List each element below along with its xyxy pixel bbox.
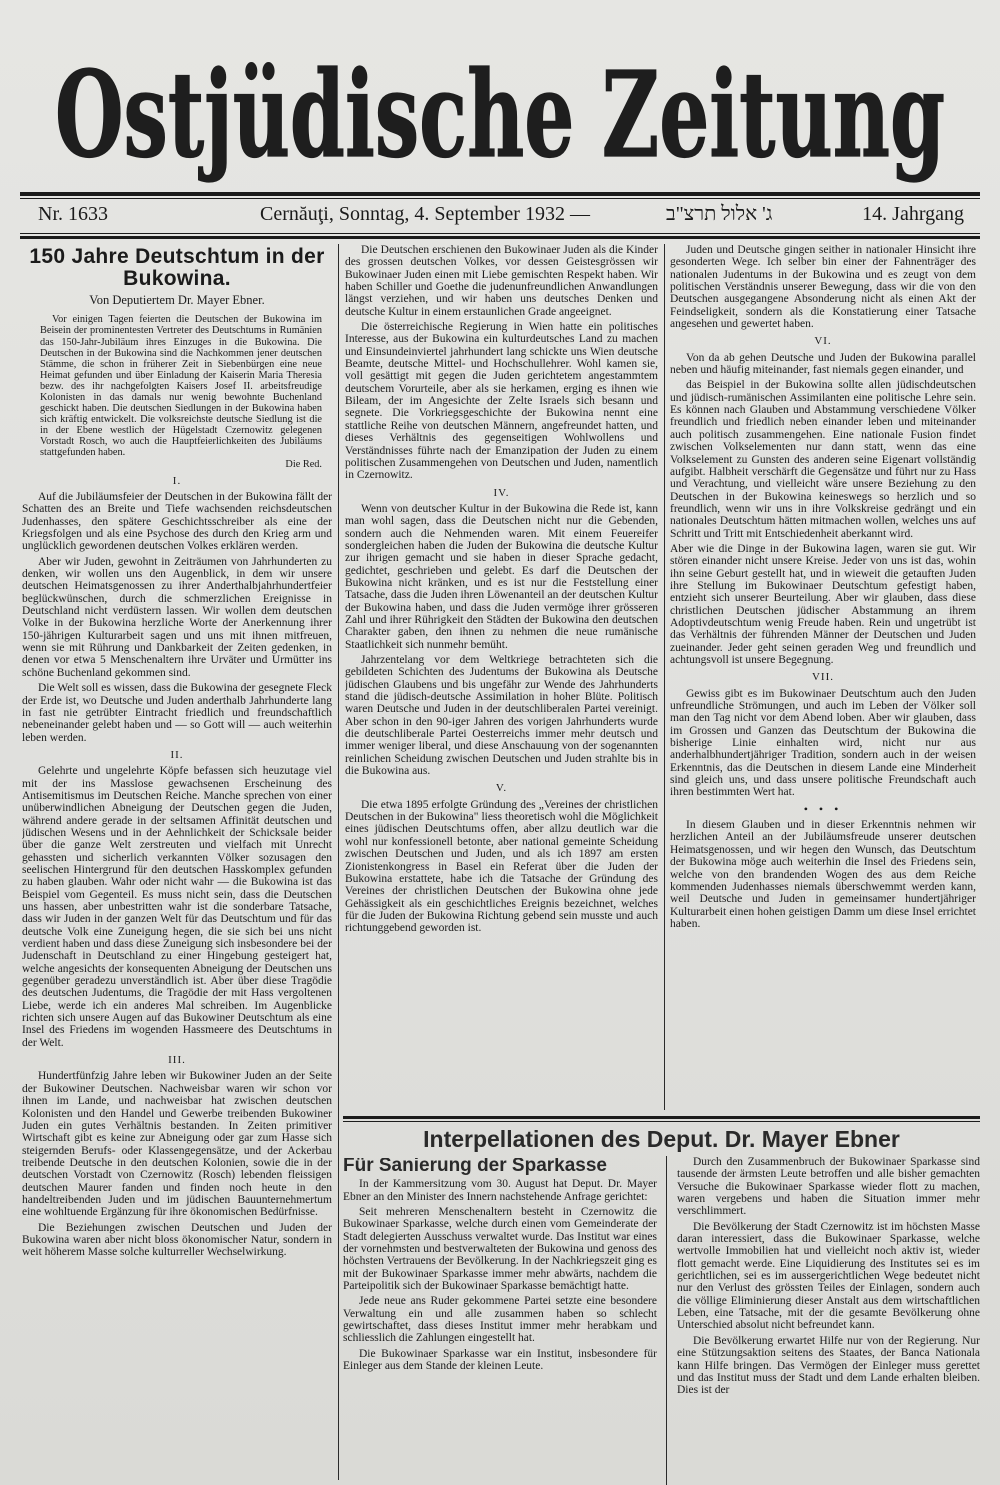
box-rule-thin [343, 1121, 980, 1122]
interpellation-article [343, 1116, 980, 1485]
box-rule [343, 1116, 980, 1119]
interpellation-title: Interpellationen des Deput. Dr. Mayer Ebner [423, 1126, 900, 1152]
masthead [0, 28, 1000, 188]
paragraph: Die Bevölkerung erwartet Hilfe nur von der Regierung. Nur eine Stützungsaktion seitens des Staates, der Banca Nationala kann Hilfe bringen. Das Vermögen der Einleger muss gerettet und das Institut muss der Stadt und dem Lande erhalten bleiben. Dies ist der [677, 1334, 980, 1397]
paragraph: Die Bevölkerung der Stadt Czernowitz ist im höchsten Masse daran interessiert, dass die Bukowinaer Sparkasse, welche wertvolle Immobilien hat und vielleicht noch aktiv ist, wieder flott gemacht werde. Eine Liquidierung des Institutes sei es im gerichtlichen, sei es im aussergerichtlichen Wege bedeutet nicht nur den Verlust des grössten Teiles der Einlagen, sondern auch die völlige Eliminierung dieser Anstalt aus dem wirtschaftlichen Leben, eine Tatsache, mit der die gesamte Bevölkerung ohne Unterschied absolut nicht befreundet kann. [677, 1220, 980, 1332]
masthead-title-text: Ostjüdische Zeitung [55, 45, 945, 184]
interpellation-column-2 [677, 1156, 980, 1485]
issue-info-bar [38, 203, 964, 229]
hebrew-date: ג' אלול תרצ"ב [666, 203, 773, 225]
paragraph: In der Kammersitzung vom 30. August hat Deput. Dr. Mayer Ebner an den Minister des Innern nachstehende Anfrage gerichtet: [343, 1178, 657, 1203]
paragraph: Jede neue ans Ruder gekommene Partei setzte eine besondere Verwaltung ein und alle zusammen haben so schlecht gewirtschaftet, dass dieses Institut immer mehr herabkam und schliesslich die Zahlungen eingestellt hat. [343, 1295, 657, 1345]
paragraph: Die Welt soll es wissen, dass die Bukowina der gesegnete Fleck der Erde ist, wo Deutsche und Juden anderthalb Jahrhunderte lang in fast nie getrübter Eintracht friedlich und freundschaftlich nebeneinander gelebt haben und — so Gott will — auch weiterhin leben werden. [22, 682, 332, 744]
paragraph: das Beispiel in der Bukowina sollte allen jüdischdeutschen und jüdisch-rumänischen Assimilanten eine politische Lehre sein. Es können nach Glauben und Abstammung verschiedene Völker freundlich und friedlich neben einander leben und miteinander auch politisch zusammengehen. Eine nationale Fusion findet zwischen Volkselementen nur dann statt, wenn das eine Volkselement zu Gunsten des anderen seine Eigenart vollständig aufgibt. Halbheit verschärft die Gegensätze und führt nur zu Hass und Verachtung, und vielleicht wäre unsere Beziehung zu den Deutschen in der Bukowina keineswegs so herzlich und so freundlich, wenn wir uns in ihre Volkskreise gedrängt und ein nationales Deutschtum hätten mitmachen wollen, welches uns auf Schritt und Tritt mit Entschiedenheit aberkannt wird. [670, 379, 976, 540]
paragraph: Wenn von deutscher Kultur in der Bukowina die Rede ist, kann man wohl sagen, dass die Deutschen nicht nur die Gebenden, sondern auch die Nehmenden waren. Mit einem Feuereifer sondergleichen haben die Juden der Bukowina die deutsche Kultur zur ihrigen gemacht und sie haben in dieser Sprache gedacht, gedichtet, geschrieben und gelebt. Es darf die Deutschen der Bukowina nicht kränken, und es ist nur die Feststellung einer Tatsache, dass die Juden ihren Löwenanteil an der deutschen Kultur der Bukowina haben, und dass die Juden vermöge ihrer grösseren Zahl und ihrer Rührigkeit den Städten der Bukowina den deutschen Charakter gaben, den ihnen zu nehmen die neue rumänische Staatlichkeit sich nunmehr bemüht. [345, 502, 658, 651]
article-column-3 [670, 244, 976, 1112]
issue-number: Nr. 1633 [38, 203, 108, 225]
section-heading-6: VI. [814, 335, 832, 348]
editorial-intro [40, 314, 322, 469]
section-heading-4: IV. [493, 486, 510, 499]
paragraph: Aber wir Juden, gewohnt in Zeiträumen von Jahrhunderten zu denken, wir wollen uns den Augenblick, in dem wir unsere deutschen Heimatsgenossen zu ihrer Anderthalbjahrhundertfeier beglückwünschen, durch die schmerzlichen Ereignisse in Deutschland nicht verdüstern lassen. Wir wollen dem deutschen Volke in der Bukowina herzliche Worte der Anerkennung ihrer 150-jährigen Kulturarbeit sagen und uns mit ihnen mitfreuen, wenn sie mit Rührung und Dankbarkeit der Zeiten gedenken, in denen vor etwa 5 Menschenaltern ihre Urväter und Urmütter ins schöne Buchenland gekommen sind. [22, 555, 332, 679]
info-rule-bottom-thin [20, 233, 980, 234]
paragraph: Gewiss gibt es im Bukowinaer Deutschtum auch den Juden unfreundliche Strömungen, und auch im Leben der Völker soll man den Tag nicht vor dem Abend loben. Aber wir glauben, dass im Grossen und Ganzen das Deutschtum der Bukowina die bisherige Linie einhalten wird, nicht nur aus anderhalbhundertjähriger Tradition, sondern auch in der weisen Erkenntnis, das die Deutschen in diesem Lande eine Minderheit sind gleich uns, und dass unsere politische Freundschaft auch ihren bestimmten Wert hat. [670, 687, 976, 799]
section-heading-2: II. [170, 748, 184, 761]
paragraph: Die etwa 1895 erfolgte Gründung des „Vereines der christlichen Deutschen in der Bukowina" liess theoretisch wohl die Möglichkeit eines jüdischen Deutschtums offen, aber allzu deutlich war die wohl nur konfessionell betonte, aber national gemeinte Scheidung zwischen Deutschen und Juden, und als ich 1897 am ersten Zionistenkongress in Basel ein Referat über die Juden der Bukowina erstattete, habe ich die Tatsache der Gründung des Vereines der christlichen Deutschen der Bukowina ohne jede Gehässigkeit als ein geschichtliches Ereignis bezeichnet, welches für die Juden der Bukowina Richtung gebend sein musste und auch richtunggebend geworden ist. [345, 798, 658, 935]
intro-text: Vor einigen Tagen feierten die Deutschen der Bukowina im Beisein der prominentesten Vertreter des Deutschtums in Rumänien das 150-Jahr-Jubiläum ihres Einzuges in die Bukowina. Die Deutschen in der Bukowina sind die Nachkommen jener deutschen Stämme, die schon in früherer Zeit in Siebenbürgen eine neue Heimat gefunden und über Einladung der Kaiserin Maria Theresia bezw. des ihr nachgefolgten Kaisers Josef II. arbeitsfreudige Kolonisten in das damals nur wenig bewohnte Buchenland geschickt haben. Die deutschen Siedlungen in der Bukowina haben sich kräftig entwickelt. Die volksreichste deutsche Siedlung ist die in der Ebene westlich der Hügelstadt Czernowitz gelegenen Vorstadt Rosch, wo auch die Hauptfeierlichkeiten des Jubiläums stattgefunden haben. [40, 314, 322, 459]
paragraph: Gelehrte und ungelehrte Köpfe befassen sich heuzutage viel mit der ins Masslose gewachsenen Erscheinung des Antisemitismus im Deutschen Reiche. Manche sprechen von einer unüberwindlichen Abneigung der Deutschen gegen die Juden, während andere gerade in der seltsamen Affinität deutschen und jüdischen Wesens und in der Aehnlichkeit der Schicksale beider über die ganze Welt zerstreuten und vielfach mit Unrecht gehassten und sicherlich verkannten Völker sozusagen den seelischen Hintergrund für den deutschen Hasskomplex gefunden zu haben glauben. Wahr oder nicht wahr — die Bukowina ist das Beispiel vom Gegenteil. Es muss nicht sein, dass die Deutschen uns hassen, aber unbestritten wahr ist die sonderbare Tatsache, dass wir Juden in der ganzen Welt für das Deutschtum und für das deutsche Volk eine Zuneigung hegen, die sie sich bei uns nicht verdient haben und dass diese Zuneigung sich insbesondere bei der Judenschaft in Deutschland zu einer Hingebung gesteigert hat, welche angesichts der konsequenten Abneigung der Deutschen uns gegenüber geradezu unverständlich ist. Aber über diese Tragödie des deutschen Judentums, die Tragödie der mit Hass vergoltenen Liebe, werde ich ein anderes Mal schreiben. Im Augenblicke richten sich unsere Augen auf das Bukowiner Deutschtum als eine Insel des Friedens im wogenden Hassmeere des Deutschtums in der Welt. [22, 765, 332, 1049]
paragraph: In diesem Glauben und in dieser Erkenntnis nehmen wir herzlichen Anteil an der Jubiläumsfreude unserer deutschen Heimatsgenossen, und wir hegen den Wunsch, das Deutschtum der Bukowina möge auch weiterhin die Insel des Friedens sein, welche von den brandenden Wogen des aus dem Reiche kommenden Judenhasses niemals überschwemmt werden kann, weil Deutsche und Juden in gemeinsamer hundertjähriger Kulturarbeit einen hohen geistigen Damm um diese Insel errichtet haben. [670, 819, 976, 930]
section-divider-stars: • • • [803, 801, 843, 816]
paragraph: Die Beziehungen zwischen Deutschen und Juden der Bukowina waren aber nicht bloss ökonomischer Natur, sondern in weit höherem Masse solche kulturreller Wechselwirkung. [22, 1221, 332, 1259]
volume-year: 14. Jahrgang [862, 203, 964, 225]
paragraph: Durch den Zusammenbruch der Bukowinaer Sparkasse sind tausende der ärmsten Leute betroffen und alle bisher gemachten Versuche die Bukowinaer Sparkasse wieder flott zu machen, waren vergebens und haben die Situation immer mehr verschlimmert. [677, 1156, 980, 1218]
paragraph: Die österreichische Regierung in Wien hatte ein politisches Interesse, aus der Bukowina ein kulturdeutsches Land zu machen und Einsundeinviertel jahrhundert lang schickte uns Wien deutsche Beamte, deutsche Mittel- und Hochschullehrer. Wohl kamen sie, voll gesättigt mit gegen die Juden gerichtetem angestammtem deutschem Vorurteile, aber als sie herkamen, erging es ihnen wie Bileam, der im Angesichte der Zelte Israels sich besann und segnete. Die Vorkriegsgeschichte der Bukowina nennt eine stattliche Reihe von deutschen Männern, angefreundet hatten, und dieses Verhältnis des gegenseitigen Wohlwollens und Verständnisses führte nach der Emanzipation der Juden zu einem politischen Zusammengehen von Deutschen und Juden, namentlich in Czernowitz. [345, 321, 658, 482]
column-rule-1 [338, 244, 339, 1480]
section-heading-3: III. [168, 1054, 186, 1067]
section-heading-7: VII. [811, 671, 835, 684]
article-column-2 [345, 244, 658, 1120]
section-heading-1: I. [172, 474, 182, 487]
column-rule-2 [664, 244, 665, 1110]
intro-signature: Die Red. [285, 458, 322, 470]
box-column-rule [666, 1156, 667, 1485]
article-title: 150 Jahre Deutschtum in der Bukowina. [29, 245, 325, 290]
paragraph: Juden und Deutsche gingen seither in nationaler Hinsicht ihre gesonderten Wege. Ich selber bin einer der Fahnenträger des nationalen Judentums in der Bukowina und es zeugt von dem politischen Verständnis unserer Bewegung, dass wir die von den Deutschen ausgegangene Absonderung nicht als einen Akt der Feindseligkeit, sondern als die Konstatierung einer Tatsache angesehen und gewertet haben. [670, 244, 976, 331]
article-column-1 [22, 244, 332, 1480]
info-rule-bottom [20, 236, 980, 239]
interpellation-column-1 [343, 1158, 657, 1485]
section-heading-5: V. [495, 782, 508, 795]
issue-date: Cernăuţi, Sonntag, 4. September 1932 — [260, 203, 590, 225]
paragraph: Hundertfünfzig Jahre leben wir Bukowiner Juden an der Seite der Bukowiner Deutschen. Nachweisbar waren wir schon vor ihnen im Lande, und nachweisbar hat zwischen deutschen Kolonisten und den Handel und Gewerbe treibenden Bukowiner Juden ein gutes Verhältnis bestanden. In Zeiten primitiver Wirtschaft gibt es keine zur Abneigung oder gar zum Hasse sich steigernden Berufs- oder Klassengegensätze, und der Ackerbau treibende Deutsche in den deutschen Kolonien, sowie die in der deutschen Vorstadt von Czernowitz (Rosch) lebenden fleissigen deutschen Maurer fanden und finden noch heute in den handeltreibenden Juden und im jüdischen Bauunternehmertum eine wohltuende Ergänzung für ihre ökonomischen Bedürfnisse. [22, 1070, 332, 1219]
paragraph: Die Deutschen erschienen den Bukowinaer Juden als die Kinder des grossen deutschen Volkes, vor dessen Geistesgrössen wir Bukowinaer Juden einen mit Liebe gemischten Respekt haben. Wir haben Schiller und Goethe die judenunfreundlichen Anwandlungen längst verziehen, und wir haben uns deutsches Denken und deutsche Kultur in einem erstaunlichen Grade angeeignet. [345, 244, 658, 318]
paragraph: Auf die Jubiläumsfeier der Deutschen in der Bukowina fällt der Schatten des an Breite und Tiefe wachsenden reichsdeutschen Judenhasses, den spätere Geschichtsschreiber als eine der Kriegsfolgen und als eine Psychose des durch den Krieg arm und unglücklich gewordenen deutschen Volkes erklären werden. [22, 491, 332, 553]
paragraph: Aber wie die Dinge in der Bukowina lagen, waren sie gut. Wir stören einander nicht unsere Kreise. Jeder von uns ist das, wohin ihn seine Geburt gestellt hat, und in wieweit die getauften Juden ihre Stellung im Bukowinaer Deutschtum gefestigt haben, entzieht sich unserer Beurteilung. Aber wir glauben, dass diese christlichen Deutschen jüdischer Abstammung an ihrem Adoptivdeutschtum wenig Freude haben. Rein und ungetrübt ist das Verhältnis der führenden Männer der Deutschen und Juden zueinander. Jeder geht seinen geraden Weg und freundlich und achtungsvoll ist unsere Begegnung. [670, 542, 976, 666]
masthead-title [20, 28, 980, 188]
interpellation-subtitle: Für Sanierung der Sparkasse [343, 1158, 607, 1176]
paragraph: Seit mehreren Menschenaltern besteht in Czernowitz die Bukowinaer Sparkasse, welche durch einen vom Gemeinderate der Stadt delegierten Ausschuss verwaltet wurde. Das Institut war eines der vornehmsten und bestverwalteten der Bukowina und genoss des höchsten Vertrauens der Bevölkerung. In der Nachkriegszeit ging es mit der Bukowinaer Sparkasse immer mehr abwärts, nachdem die Parteipolitik sich der Bukowinaer Sparkasse bemächtigt hatte. [343, 1206, 657, 1293]
paragraph: Von da ab gehen Deutsche und Juden der Bukowina parallel neben und häufig miteinander, fast niemals gegen einander, und [670, 351, 976, 377]
masthead-rule-top-thin [20, 198, 980, 199]
article-byline: Von Deputiertem Dr. Mayer Ebner. [89, 293, 265, 307]
paragraph: Jahrzentelang vor dem Weltkriege betrachteten sich die gebildeten Schichten des Judentums der Bukowina als Deutsche jüdischen Glaubens und bis ungefähr zur Wende des Jahrhunderts stand die jüdisch-deutsche Assimilation in hoher Blüte. Politisch waren Deutsche und Juden in der deutschliberalen Partei vereinigt. Aber schon in den 90-iger Jahren des vorigen Jahrhunderts wurde die deutschliberale Partei Oesterreichs immer mehr deutsch und immer weniger liberal, und diese Anschauung von der sogenannten reinlichen Scheidung zwischen Deutschen und Juden strahlte bis in die Bukowina aus. [345, 654, 658, 778]
masthead-rule-top [20, 192, 980, 196]
paragraph: Die Bukowinaer Sparkasse war ein Institut, insbesondere für Einleger aus dem Stande der kleinen Leute. [343, 1347, 657, 1373]
